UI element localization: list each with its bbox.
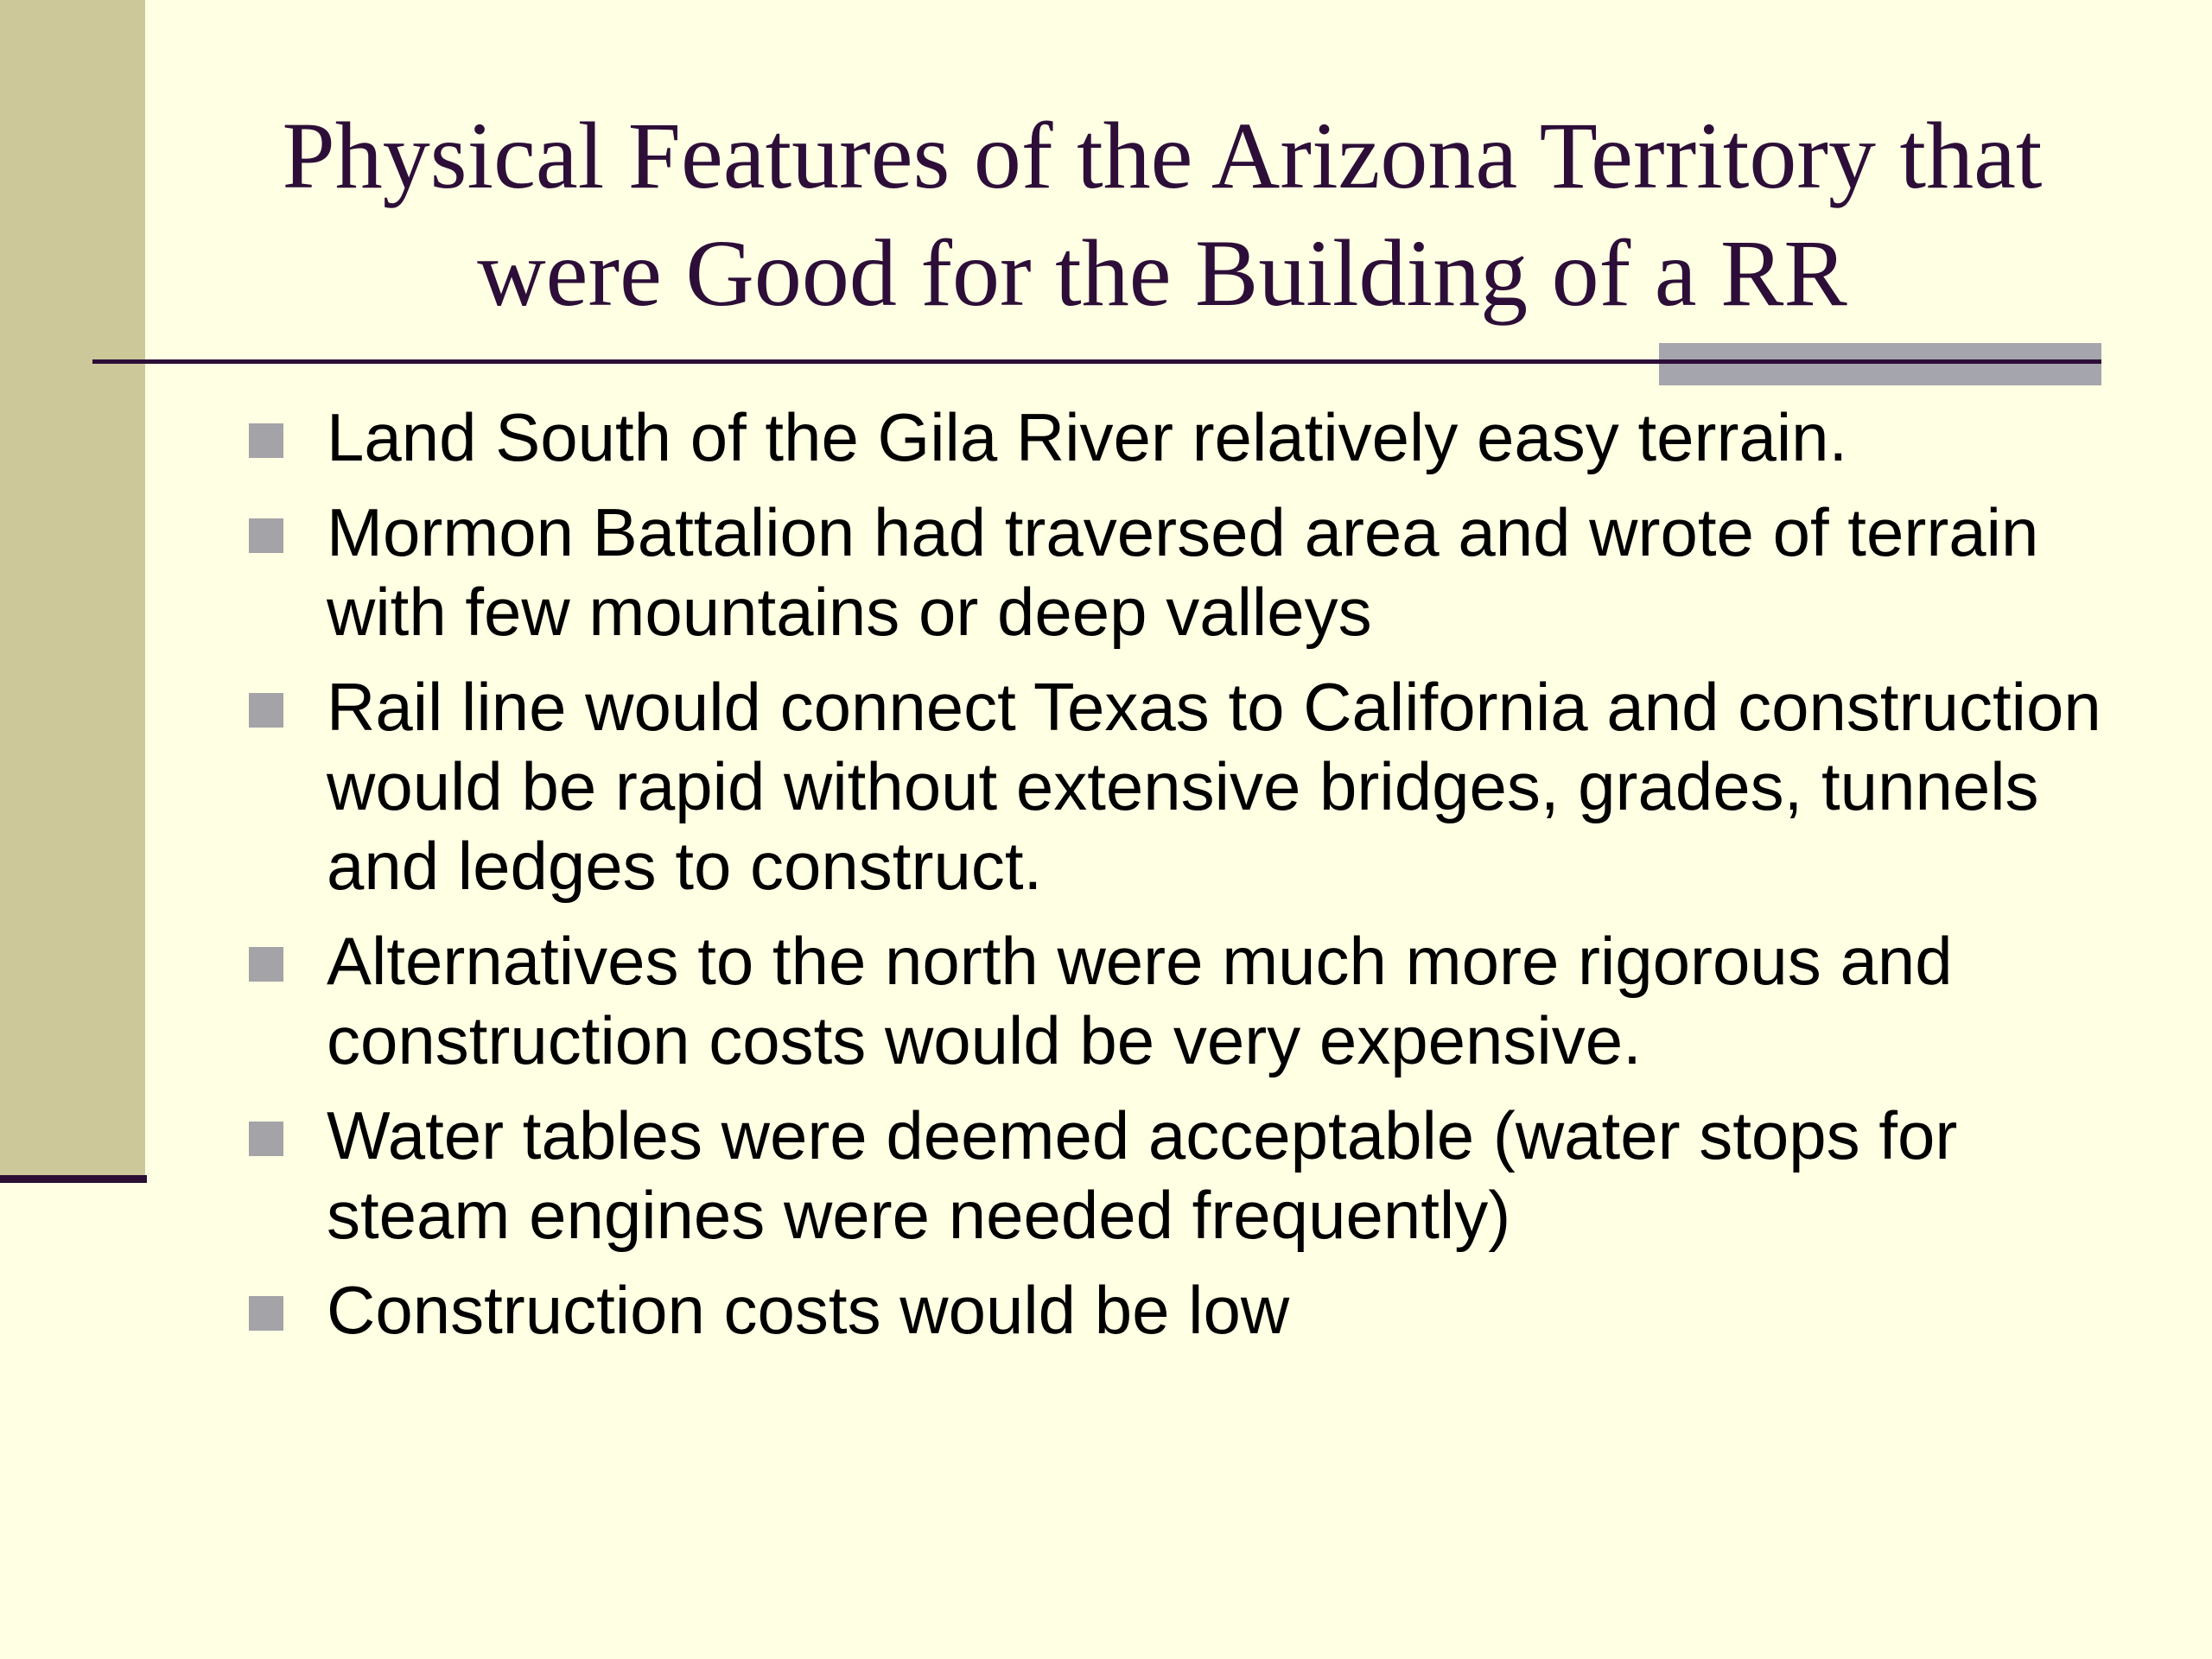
bullet-text: Land South of the Gila River relatively easy terrain.	[327, 399, 1848, 475]
side-band-base-line	[0, 1175, 147, 1183]
bullet-item	[249, 493, 2150, 652]
title-rule-accent-bar	[1659, 343, 2101, 385]
title-rule-accent-line	[1659, 359, 2101, 364]
bullet-text: Alternatives to the north were much more rigorous and construction costs would be very expensive.	[327, 923, 1953, 1078]
bullet-item	[249, 667, 2150, 906]
bullet-text: Mormon Battalion had traversed area and wrote of terrain with few mountains or deep valleys	[327, 494, 2039, 650]
square-bullet-icon	[249, 423, 283, 458]
slide-title	[216, 97, 2108, 332]
bullet-item	[249, 1096, 2150, 1255]
slide-title-line-1: Physical Features of the Arizona Territory that	[282, 103, 2043, 208]
square-bullet-icon	[249, 1296, 283, 1331]
square-bullet-icon	[249, 518, 283, 553]
bullet-item	[249, 921, 2150, 1080]
bullet-list	[249, 397, 2150, 1365]
square-bullet-icon	[249, 1122, 283, 1156]
side-band	[0, 0, 145, 1177]
bullet-item	[249, 1270, 2150, 1350]
square-bullet-icon	[249, 947, 283, 982]
square-bullet-icon	[249, 693, 283, 728]
bullet-text: Rail line would connect Texas to California and construction would be rapid without extensive bridges, grades, tunnels and ledges to construct.	[327, 669, 2101, 904]
bullet-text: Water tables were deemed acceptable (water stops for steam engines were needed frequently)	[327, 1097, 1958, 1253]
bullet-item	[249, 397, 2150, 477]
bullet-text: Construction costs would be low	[327, 1272, 1290, 1348]
slide-title-line-2: were Good for the Building of a RR	[477, 220, 1847, 326]
